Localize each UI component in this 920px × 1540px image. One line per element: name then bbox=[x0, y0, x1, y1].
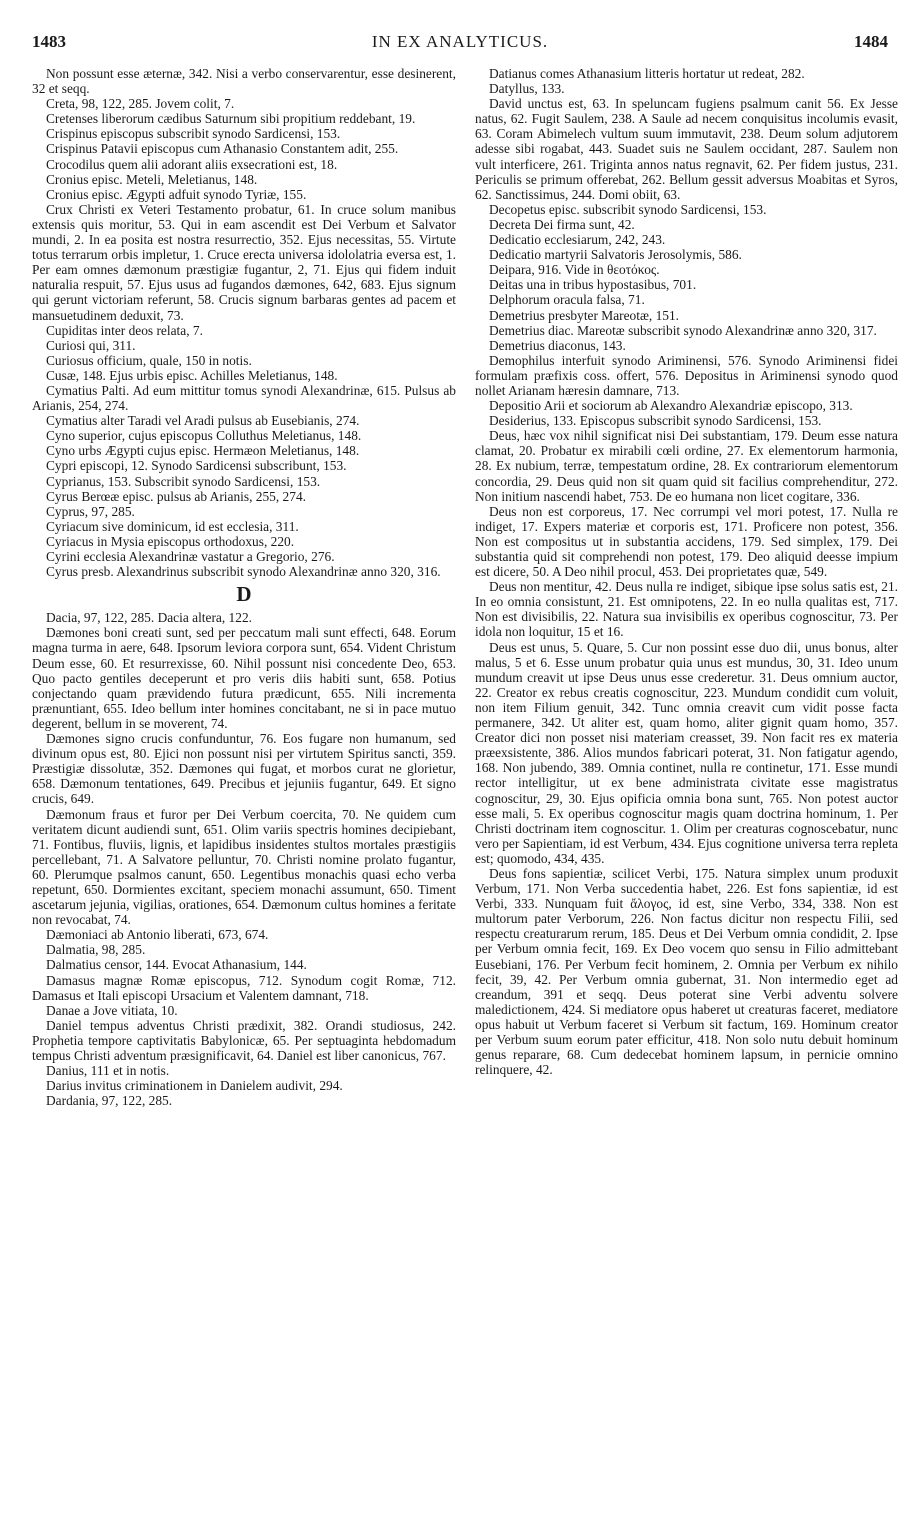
index-entry: Cyno urbs Ægypti cujus episc. Hermæon Meletianus, 148. bbox=[46, 443, 360, 459]
index-entry: Delphorum oracula falsa, 71. bbox=[489, 292, 645, 308]
index-entry: Cusæ, 148. Ejus urbis episc. Achilles Meletianus, 148. bbox=[46, 367, 338, 383]
index-entry: Cypri episcopi, 12. Synodo Sardicensi subscribunt, 153. bbox=[46, 458, 347, 474]
index-entry: Cymatius alter Taradi vel Aradi pulsus ab Eusebianis, 274. bbox=[46, 413, 360, 429]
index-entry: Crux Christi ex Veteri Testamento probatur, 61. In cruce solum manibus extensis quis moritur, 53. Qui in eam ascendit est Dei Verbum et Salvator mundi, 2. In ea posita est nostra resurrectio, 352. Ejus necessitas, 55. Virtute totus terrarum orbis impletur, 1. Cruce erecta universa idololatria eversa est, 1. Per eam omnes dæmonum præstigiæ fugantur, 2, 71. Ejus qui fidem induit naturalia respuit, 57. Ejus usus ad fugandos dæmones, 642, 683. Ejus signum qui gerunt victoriam referunt, 58. Crucis signum barbaras gentes ad pacem et mansuetudinem deduxit, 73. bbox=[32, 201, 456, 323]
index-entry: Deus, hæc vox nihil significat nisi Dei substantiam, 179. Deum esse natura clamat, 20. Probatur ex mirabili cœli ordine, 27. Ex elementorum harmonia, 28. Ex nubium, terræ, tempestatum ordine, 28. Ex contrariorum elementorum concordia, 29. Deus quid non sit quam quid sit facilius comprehenditur, 272. Non initium nascendi habet, 753. De eo humana non licet cogitare, 336. bbox=[475, 428, 898, 504]
index-entry: Non possunt esse æternæ, 342. Nisi a verbo conservarentur, esse desinerent, 32 et seqq. bbox=[32, 66, 456, 97]
index-entry: Demetrius diac. Mareotæ subscribit synodo Alexandrinæ anno 320, 317. bbox=[489, 322, 877, 338]
index-entry: Cronius episc. Ægypti adfuit synodo Tyriæ, 155. bbox=[46, 186, 307, 202]
index-entry: Danae a Jove vitiata, 10. bbox=[46, 1002, 178, 1018]
index-entry: Daniel tempus adventus Christi prædixit, 382. Orandi studiosus, 242. Prophetia tempore captivitatis Babylonicæ, 65. Per septuaginta hebdomadum tempus Christi adventum præsignificavit, 64. Daniel est liber canonicus, 767. bbox=[32, 1017, 456, 1063]
index-entry: Deus fons sapientiæ, scilicet Verbi, 175. Natura simplex unum produxit Verbum, 171. Non Verba succedentia habet, 226. Est fons sapientiæ, id est Verbi, 333. Nunquam fuit ἄλογος, id est, sine Verbo, 334, 338. Non est multorum pater Verborum, 226. Non factus dicitur non respectu Filii, sed respectu creaturarum rerum, 185. Deus et Dei Verbum omnia condidit, 2. Ipse per Verbum omnia fecit, 169. Ex Deo vocem quo sensu in Filio admittebant Eusebiani, 176. Per Verbum fecit hominem, 2. Omnia per Verbum ex nihilo fecit, 39, 42. Per Verbum omnia gubernat, 31. Non intermedio eget ad creandum, 391 et seqq. Deus poterat sine Verbi adventu solvere maledictionem, 424. Si mediatore opus haberet ut creaturas faceret, mediatore opus habuit ut Verbum faceret si Verbum sit factum, 169. Hominum creator per Verbum suum eorum pater efficitur, 418. Non solo nutu debuit hominum genus reparare, 68. Cum dedecebat hominem lapsum, in pernicie omnino relinquere, 42. bbox=[475, 865, 898, 1078]
index-entry: Datyllus, 133. bbox=[489, 81, 565, 97]
index-entry: Decreta Dei firma sunt, 42. bbox=[489, 216, 635, 232]
running-title: IN EX ANALYTICUS. bbox=[371, 32, 549, 51]
index-entry: Demetrius presbyter Mareotæ, 151. bbox=[489, 307, 680, 323]
index-entry: Demophilus interfuit synodo Ariminensi, 576. Synodo Ariminensi fidei formulam præfixis coss. offert, 576. Depositus in Ariminensi synodo quod nollet Arianam hæresin damnare, 713. bbox=[475, 352, 898, 398]
index-entry: Danius, 111 et in notis. bbox=[46, 1063, 170, 1079]
index-entry: Darius invitus criminationem in Danielem audivit, 294. bbox=[46, 1078, 343, 1094]
index-entry: Dedicatio ecclesiarum, 242, 243. bbox=[489, 232, 666, 248]
index-entry: Deus non mentitur, 42. Deus nulla re indiget, sibique ipse solus satis est, 21. In eo omnia consistunt, 21. Est omnipotens, 22. In eo nulla qualitas est, 717. Non est divisibilis, 22. Natura sua invisibilis ex operibus cognoscitur, 73. Per idola non loquitur, 15 et 16. bbox=[475, 579, 898, 640]
index-entry: Depositio Arii et sociorum ab Alexandro Alexandriæ episcopo, 313. bbox=[489, 398, 853, 414]
index-entry: Cyno superior, cujus episcopus Colluthus Meletianus, 148. bbox=[46, 428, 362, 444]
right-column bbox=[475, 66, 898, 1077]
index-entry: Dalmatia, 98, 285. bbox=[46, 942, 146, 958]
index-entry: Cyriacus in Mysia episcopus orthodoxus, 220. bbox=[46, 533, 295, 549]
index-entry: Cupiditas inter deos relata, 7. bbox=[46, 322, 203, 338]
index-entry: Curiosi qui, 311. bbox=[46, 337, 136, 353]
left-column bbox=[32, 66, 456, 1108]
index-entry: Dedicatio martyrii Salvatoris Jerosolymis, 586. bbox=[489, 247, 742, 263]
index-entry: Deus est unus, 5. Quare, 5. Cur non possint esse duo dii, unus bonus, alter malus, 5 et 6. Esse unum probatur quia unus est mundus, 30, 31. Ideo unum mundum creavit ut ipse Deus unus esse crederetur. 31. Deus omnium auctor, 22. Creator ex rebus creatis cognoscitur, 223. Mundum condidit cum voluit, non item Filium genuit, 342. Tunc omnia creavit cum vidit posse facta permanere, 342. Ut aliter est, quam homo, aliter gignit quam homo, 357. Creator dici non posset nisi materiam creasset, 39. Non facit res ex materia præexsistente, 386. Alios mundos fabricari poterat, 31. Non fatigatur agendo, 168. Non jubendo, 389. Omnia continet, nulla re continetur, 171. Esse mundi rector intelligitur, ut ex bene administrata civitate esse magistratus cognoscitur, 29, 30. Ejus opificia omnia bona sunt, 765. Non potest auctor esse mali, 5. Ex operibus cognoscitur magis quam doctrina hominum, 1. Per Christi doctrinam item cognoscitur. 1. Olim per creaturas cognoscebatur, nunc vero per Sapientiam, id est Verbum, 434. Ejus cognitione universa terra repleta est; quomodo, 434, 435. bbox=[475, 639, 898, 866]
index-entry: David unctus est, 63. In speluncam fugiens psalmum canit 56. Ex Jesse natus, 62. Fugit Saulem, 238. A Saule ad necem conquisitus incolumis evasit, 63. Coram Abimelech vultum suum immutavit, 238. Deum solum adjutorem adesse sibi rogabat, 443. Suadet suis ne Saulem occidant, 287. Saulem non vult interficere, 261. Triginta annos natus regnavit, 62. Per fidem justus, 231. Periculis se primum offerebat, 262. Bellum gessit adversus Moabitas et Syros, 62. Sanctissimus, 244. Domi obiit, 63. bbox=[475, 96, 898, 202]
page-number-left: 1483 bbox=[32, 32, 66, 51]
index-entry: Crispinus episcopus subscribit synodo Sardicensi, 153. bbox=[46, 126, 341, 142]
index-entry: Dalmatius censor, 144. Evocat Athanasium, 144. bbox=[46, 957, 307, 973]
index-entry: Deipara, 916. Vide in θεοτόκος. bbox=[489, 262, 660, 278]
index-entry: Datianus comes Athanasium litteris hortatur ut redeat, 282. bbox=[489, 66, 805, 81]
index-entry: Cyrini ecclesia Alexandrinæ vastatur a Gregorio, 276. bbox=[46, 549, 335, 564]
index-entry: Curiosus officium, quale, 150 in notis. bbox=[46, 352, 252, 368]
index-entry: Demetrius diaconus, 143. bbox=[489, 337, 626, 353]
index-entry: Cyprianus, 153. Subscribit synodo Sardicensi, 153. bbox=[46, 473, 321, 489]
index-entry: Crispinus Patavii episcopus cum Athanasio Constantem adit, 255. bbox=[46, 141, 399, 157]
index-entry: Creta, 98, 122, 285. Jovem colit, 7. bbox=[46, 96, 235, 112]
index-entry: Dæmoniaci ab Antonio liberati, 673, 674. bbox=[46, 927, 269, 943]
index-entry: Dæmones boni creati sunt, sed per peccatum mali sunt effecti, 648. Eorum magna turma in aere, 648. Ipsorum leviora corpora sunt, 654. Vident Christum Deum esse, 60. Et resurrexisse, 60. Nihil possunt nisi concedente Deo, 653. Quo pacto gentiles deceperunt et pro veris diis habiti sunt, 658. Potius conjectando quam prævidendo futura prædicunt, 655. Nili incrementa prænuntiant, 655. Ideo bellum inter homines concitabant, ne si in pace mutuo degerent, bellum in se moverent, 74. bbox=[32, 625, 456, 731]
index-entry: Dæmonum fraus et furor per Dei Verbum coercita, 70. Ne quidem cum veritatem dicunt audiendi sunt, 651. Olim variis spectris homines decipiebant, 71. Fontibus, fluviis, lignis, et lapidibus insidentes stultos mortales præstigiis percellebant, 71. A Salvatore pelluntur, 70. Christi nomine prolato fugantur, 60. Plerumque psalmos canunt, 650. Legentibus monachis quasi echo verba repetunt, 650. Dormientes excitant, speciem monachi assumunt, 650. Timent ascetarum jejunia, vigilias, orationes, 654. Dæmonum cultus homines a feritate non revocabat, 74. bbox=[32, 806, 456, 928]
left-entries-after bbox=[32, 610, 456, 1108]
index-entry: Cyriacum sive dominicum, id est ecclesia, 311. bbox=[46, 518, 299, 534]
index-entry: Cyprus, 97, 285. bbox=[46, 503, 135, 519]
index-entry: Cyrus presb. Alexandrinus subscribit synodo Alexandrinæ anno 320, 316. bbox=[46, 564, 441, 580]
index-entry: Cyrus Berœæ episc. pulsus ab Arianis, 255, 274. bbox=[46, 488, 306, 504]
index-entry: Cymatius Palti. Ad eum mittitur tomus synodi Alexandrinæ, 615. Pulsus ab Arianis, 254, 274. bbox=[32, 382, 456, 414]
index-entry: Desiderius, 133. Episcopus subscribit synodo Sardicensi, 153. bbox=[489, 413, 822, 429]
section-letter-d: D bbox=[236, 582, 252, 607]
index-entry: Cronius episc. Meteli, Meletianus, 148. bbox=[46, 171, 258, 187]
index-entry: Dæmones signo crucis confunduntur, 76. Eos fugare non humanum, sed divinum opus est, 80. Ejici non possunt nisi per virtutem Spiritus sancti, 359. Præstigiæ dissolutæ, 352. Dæmones qui fugat, et morbos curat ne glorietur, 658. Dæmonum tentationes, 649. Precibus et jejuniis fugantur, 649. Et signo crucis, 649. bbox=[32, 731, 456, 807]
index-entry: Dacia, 97, 122, 285. Dacia altera, 122. bbox=[46, 610, 252, 626]
left-entries-before bbox=[32, 66, 456, 579]
index-entry: Decopetus episc. subscribit synodo Sardicensi, 153. bbox=[489, 201, 767, 217]
index-entry: Crocodilus quem alii adorant aliis exsecrationi est, 18. bbox=[46, 156, 338, 172]
page-header bbox=[32, 32, 888, 54]
index-entry: Deitas una in tribus hypostasibus, 701. bbox=[489, 277, 697, 293]
index-entry: Damasus magnæ Romæ episcopus, 712. Synodum cogit Romæ, 712. Damasus et Itali episcopi Ursacium et Valentem damnant, 718. bbox=[32, 972, 456, 1003]
right-entries bbox=[475, 66, 898, 1077]
index-entry: Deus non est corporeus, 17. Nec corrumpi vel mori potest, 17. Nulla re indiget, 17. Expers materiæ et corporis est, 171. Proficere non potest, 356. Non est compositus ut in substantia accidens, 179. Sed simplex, 179. Dei substantia quid sit comprehendi non potest, 179. Deo aliquid deesse impium est dicere, 50. A Deo nihil procul, 453. Dei proprietates quæ, 549. bbox=[475, 503, 898, 580]
index-entry: Cretenses liberorum cædibus Saturnum sibi propitium reddebant, 19. bbox=[46, 111, 416, 127]
index-entry: Dardania, 97, 122, 285. bbox=[46, 1093, 173, 1109]
page-number-right: 1484 bbox=[854, 32, 888, 51]
